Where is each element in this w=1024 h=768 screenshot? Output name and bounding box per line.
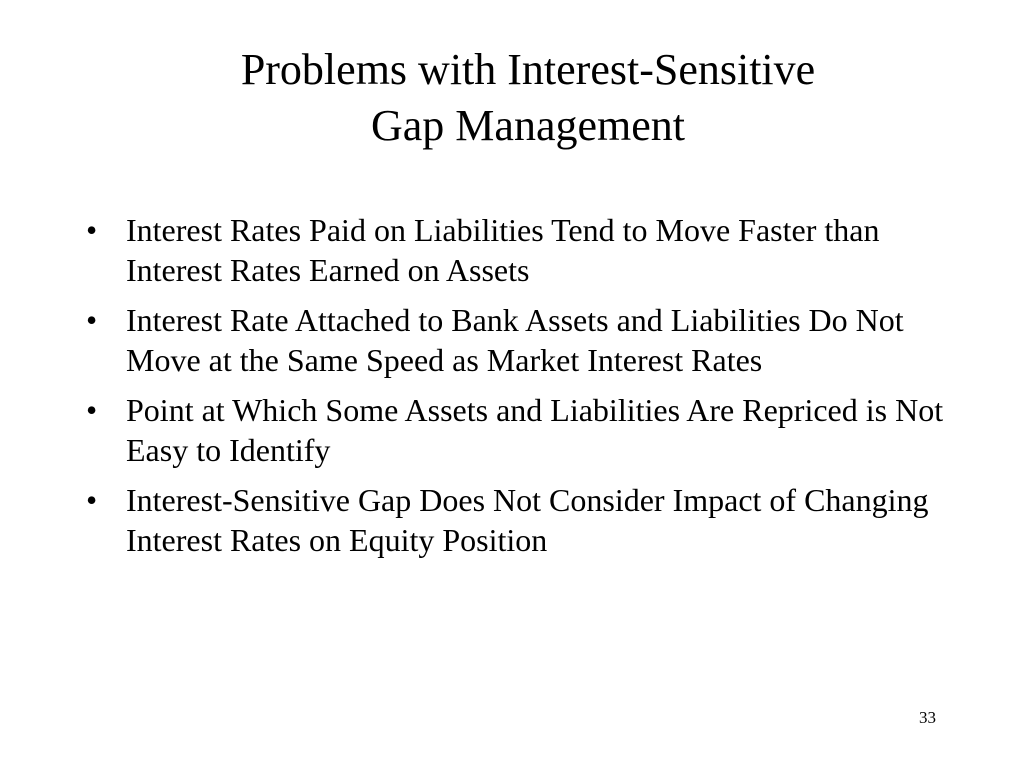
bullet-text-1: Interest Rates Paid on Liabilities Tend to Move Faster than Interest Rates Earned on Assets — [126, 212, 880, 288]
bullet-item-4 — [84, 480, 944, 560]
page-number: 33 — [919, 708, 936, 727]
bullet-text-4: Interest-Sensitive Gap Does Not Consider Impact of Changing Interest Rates on Equity Position — [126, 482, 929, 558]
bullet-dot-icon: • — [86, 212, 98, 248]
bullet-item-3 — [84, 390, 944, 470]
bullet-dot-icon: • — [86, 302, 98, 338]
bullet-text-2: Interest Rate Attached to Bank Assets and Liabilities Do Not Move at the Same Speed as Market Interest Rates — [126, 302, 904, 378]
bullet-dot-icon: • — [86, 482, 98, 518]
bullet-item-1 — [84, 210, 944, 290]
slide-title-line-1: Problems with Interest-Sensitive — [240, 45, 816, 94]
bullet-list — [84, 210, 944, 570]
slide-title — [0, 42, 1024, 154]
bullet-dot-icon: • — [86, 392, 98, 428]
slide-title-line-2: Gap Management — [371, 101, 685, 150]
bullet-item-2 — [84, 300, 944, 380]
bullet-text-3: Point at Which Some Assets and Liabilities Are Repriced is Not Easy to Identify — [126, 392, 944, 468]
